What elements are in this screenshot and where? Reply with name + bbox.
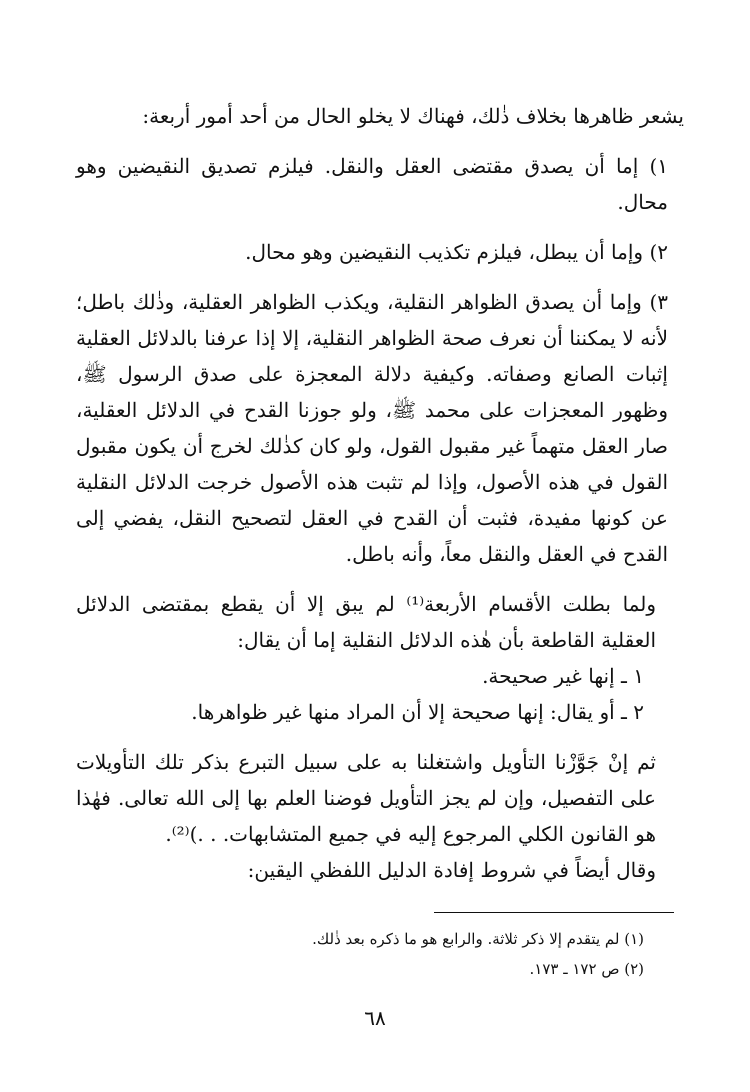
- page-number: ٦٨: [364, 1006, 386, 1030]
- page-body: [76, 98, 684, 888]
- footnote-1: (١) لم يتقدم إلا ذكر ثلاثة. والرابع هو ما ذكره بعد ذٰلك.: [312, 930, 644, 948]
- after-four-cases-paragraph: ولما بطلت الأقسام الأربعة⁽¹⁾ لم يبق إلا أن يقطع بمقتضى الدلائل العقلية القاطعة بأن هٰذه الدلائل النقلية إما أن يقال:: [76, 592, 656, 652]
- case-three-paragraph: ٣) وإما أن يصدق الظواهر النقلية، ويكذب الظواهر العقلية، وذٰلك باطل؛ لأنه لا يمكننا أن نعرف صحة الظواهر النقلية، إلا إذا عرفنا بالدلائل العقلية إثبات الصانع وصفاته. وكيفية دلالة المعجزة على صدق الرسول ﷺ، وظهور المعجزات على محمد ﷺ، ولو جوزنا القدح في الدلائل العقلية، صار العقل متهماً غير مقبول القول، ولو كان كذٰلك لخرج أن يكون مقبول القول في هذه الأصول، وإذا لم تثبت هذه الأصول خرجت الدلائل النقلية عن كونها مفيدة، فثبت أن القدح في العقل لتصحيح النقل، يفضي إلى القدح في العقل والنقل معاً، وأنه باطل.: [76, 290, 668, 566]
- case-two-paragraph: ٢) وإما أن يبطل، فيلزم تكذيب النقيضين وهو محال.: [245, 240, 668, 264]
- option-two-item: ٢ ـ أو يقال: إنها صحيحة إلا أن المراد منها غير ظواهرها.: [191, 700, 644, 724]
- option-one-item: ١ ـ إنها غير صحيحة.: [482, 664, 644, 688]
- tawil-paragraph: ثم إنْ جَوَّزْنا التأويل واشتغلنا به على سبيل التبرع بذكر تلك التأويلات على التفصيل، وإن لم يجز التأويل فوضنا العلم بها إلى الله تعالى. فهٰذا هو القانون الكلي المرجوع إليه في جميع المتشابهات. . .)⁽²⁾.: [76, 750, 656, 846]
- case-one-paragraph: ١) إما أن يصدق مقتضى العقل والنقل. فيلزم تصديق النقيضين وهو محال.: [76, 154, 668, 214]
- closing-paragraph: وقال أيضاً في شروط إفادة الدليل اللفظي اليقين:: [247, 858, 656, 882]
- intro-paragraph: يشعر ظاهرها بخلاف ذٰلك، فهناك لا يخلو الحال من أحد أمور أربعة:: [142, 104, 684, 128]
- footnote-divider: [434, 912, 674, 913]
- footnote-2: (٢) ص ١٧٢ ـ ١٧٣.: [529, 960, 644, 978]
- footnotes: [76, 924, 684, 984]
